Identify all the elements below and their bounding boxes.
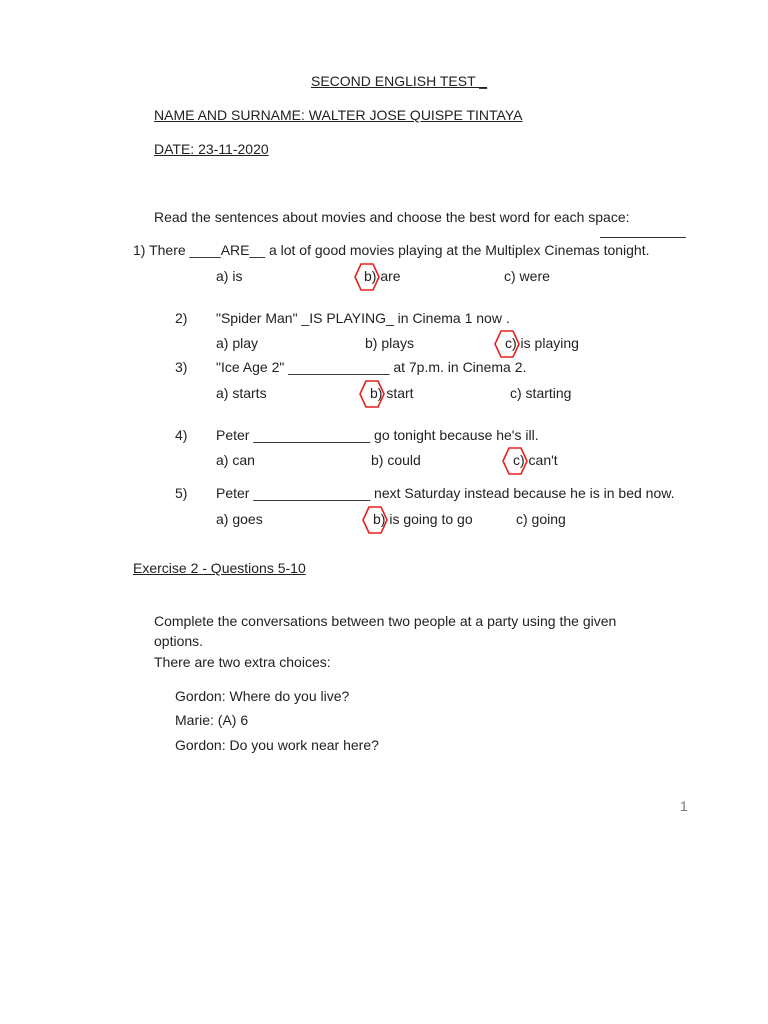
name-surname-line: NAME AND SURNAME: WALTER JOSE QUISPE TINTAYA — [154, 107, 523, 123]
exercise2-instruction-line-3: There are two extra choices: — [154, 654, 331, 670]
question-5-number: 5) — [175, 485, 188, 501]
question-5-text: Peter _______________ next Saturday instead because he is in bed now. — [216, 485, 675, 501]
question-4-text: Peter _______________ go tonight because he's ill. — [216, 427, 539, 443]
question-5-option-c: c) going — [516, 511, 566, 527]
exercise2-instruction-line-1: Complete the conversations between two people at a party using the given — [154, 613, 617, 629]
question-2-text: "Spider Man" _IS PLAYING_ in Cinema 1 now . — [216, 310, 510, 326]
question-3-text: "Ice Age 2" _____________ at 7p.m. in Cinema 2. — [216, 359, 527, 375]
exercise2-heading: Exercise 2 - Questions 5-10 — [133, 560, 306, 576]
question-3-option-c: c) starting — [510, 385, 572, 401]
question-5-option-b: b) is going to go — [373, 511, 473, 527]
question-4-option-c: c) can't — [513, 452, 558, 468]
question-number: 1) — [133, 242, 146, 258]
question-1-option-a: a) is — [216, 268, 243, 284]
question-3-option-b: b) start — [370, 385, 414, 401]
question-1 — [133, 241, 650, 259]
question-text: There ____ARE__ a lot of good movies playing at the Multiplex Cinemas tonight. — [149, 242, 650, 258]
question-1-option-b: b) are — [364, 268, 401, 284]
question-2-option-b: b) plays — [365, 335, 415, 351]
dialogue-line: Gordon: Where do you live? — [175, 688, 350, 704]
question-3-number: 3) — [175, 359, 188, 375]
question-2-option-a: a) play — [216, 335, 259, 351]
question-2-option-c: c) is playing — [505, 335, 579, 351]
decorative-rule — [600, 237, 686, 238]
date-line: DATE: 23-11-2020 — [154, 141, 269, 157]
question-4-option-a: a) can — [216, 452, 255, 468]
exercise1-instruction: Read the sentences about movies and choose the best word for each space: — [154, 209, 630, 225]
question-3-option-a: a) starts — [216, 385, 267, 401]
question-2-number: 2) — [175, 310, 188, 326]
question-1-option-c: c) were — [504, 268, 550, 284]
question-5-option-a: a) goes — [216, 511, 263, 527]
question-4-number: 4) — [175, 427, 188, 443]
page-number: 1 — [680, 798, 688, 814]
dialogue-line: Gordon: Do you work near here? — [175, 737, 379, 753]
question-4-option-b: b) could — [371, 452, 421, 468]
dialogue-line: Marie: (A) 6 — [175, 712, 249, 728]
test-title: SECOND ENGLISH TEST _ — [311, 73, 488, 89]
exercise2-instruction-line-2: options. — [154, 633, 204, 649]
